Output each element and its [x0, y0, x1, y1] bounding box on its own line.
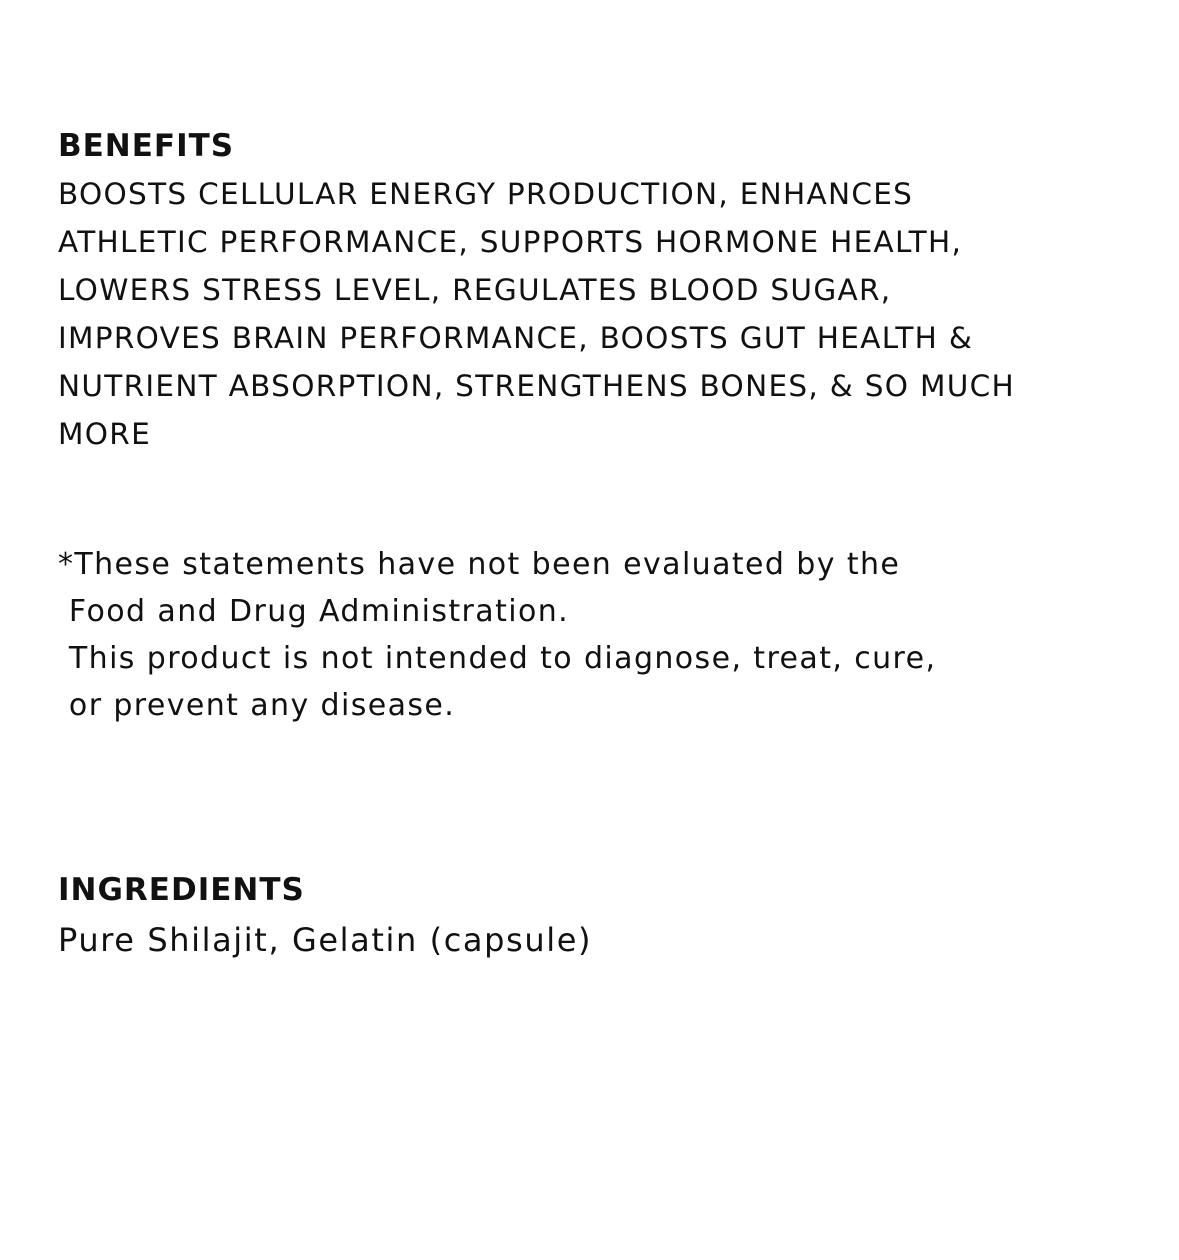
- benefits-line: MORE: [58, 417, 152, 451]
- disclaimer-line: *These statements have not been evaluated by the: [58, 547, 901, 582]
- benefits-text: [58, 170, 1015, 458]
- disclaimer-line: or prevent any disease.: [58, 688, 456, 723]
- benefits-heading: BENEFITS: [58, 128, 235, 164]
- ingredients-text: [58, 916, 592, 964]
- benefits-line: LOWERS STRESS LEVEL, REGULATES BLOOD SUGAR,: [58, 273, 892, 307]
- disclaimer-line: Food and Drug Administration.: [58, 594, 570, 629]
- benefits-line: IMPROVES BRAIN PERFORMANCE, BOOSTS GUT HEALTH &: [58, 321, 974, 355]
- fda-disclaimer: [58, 541, 936, 729]
- benefits-line: NUTRIENT ABSORPTION, STRENGTHENS BONES, & SO MUCH: [58, 369, 1015, 403]
- ingredients-heading: INGREDIENTS: [58, 872, 305, 908]
- benefits-line: BOOSTS CELLULAR ENERGY PRODUCTION, ENHANCES: [58, 177, 914, 211]
- disclaimer-line: This product is not intended to diagnose, treat, cure,: [58, 641, 937, 676]
- benefits-line: ATHLETIC PERFORMANCE, SUPPORTS HORMONE HEALTH,: [58, 225, 963, 259]
- ingredients-line: Pure Shilajit, Gelatin (capsule): [58, 921, 593, 959]
